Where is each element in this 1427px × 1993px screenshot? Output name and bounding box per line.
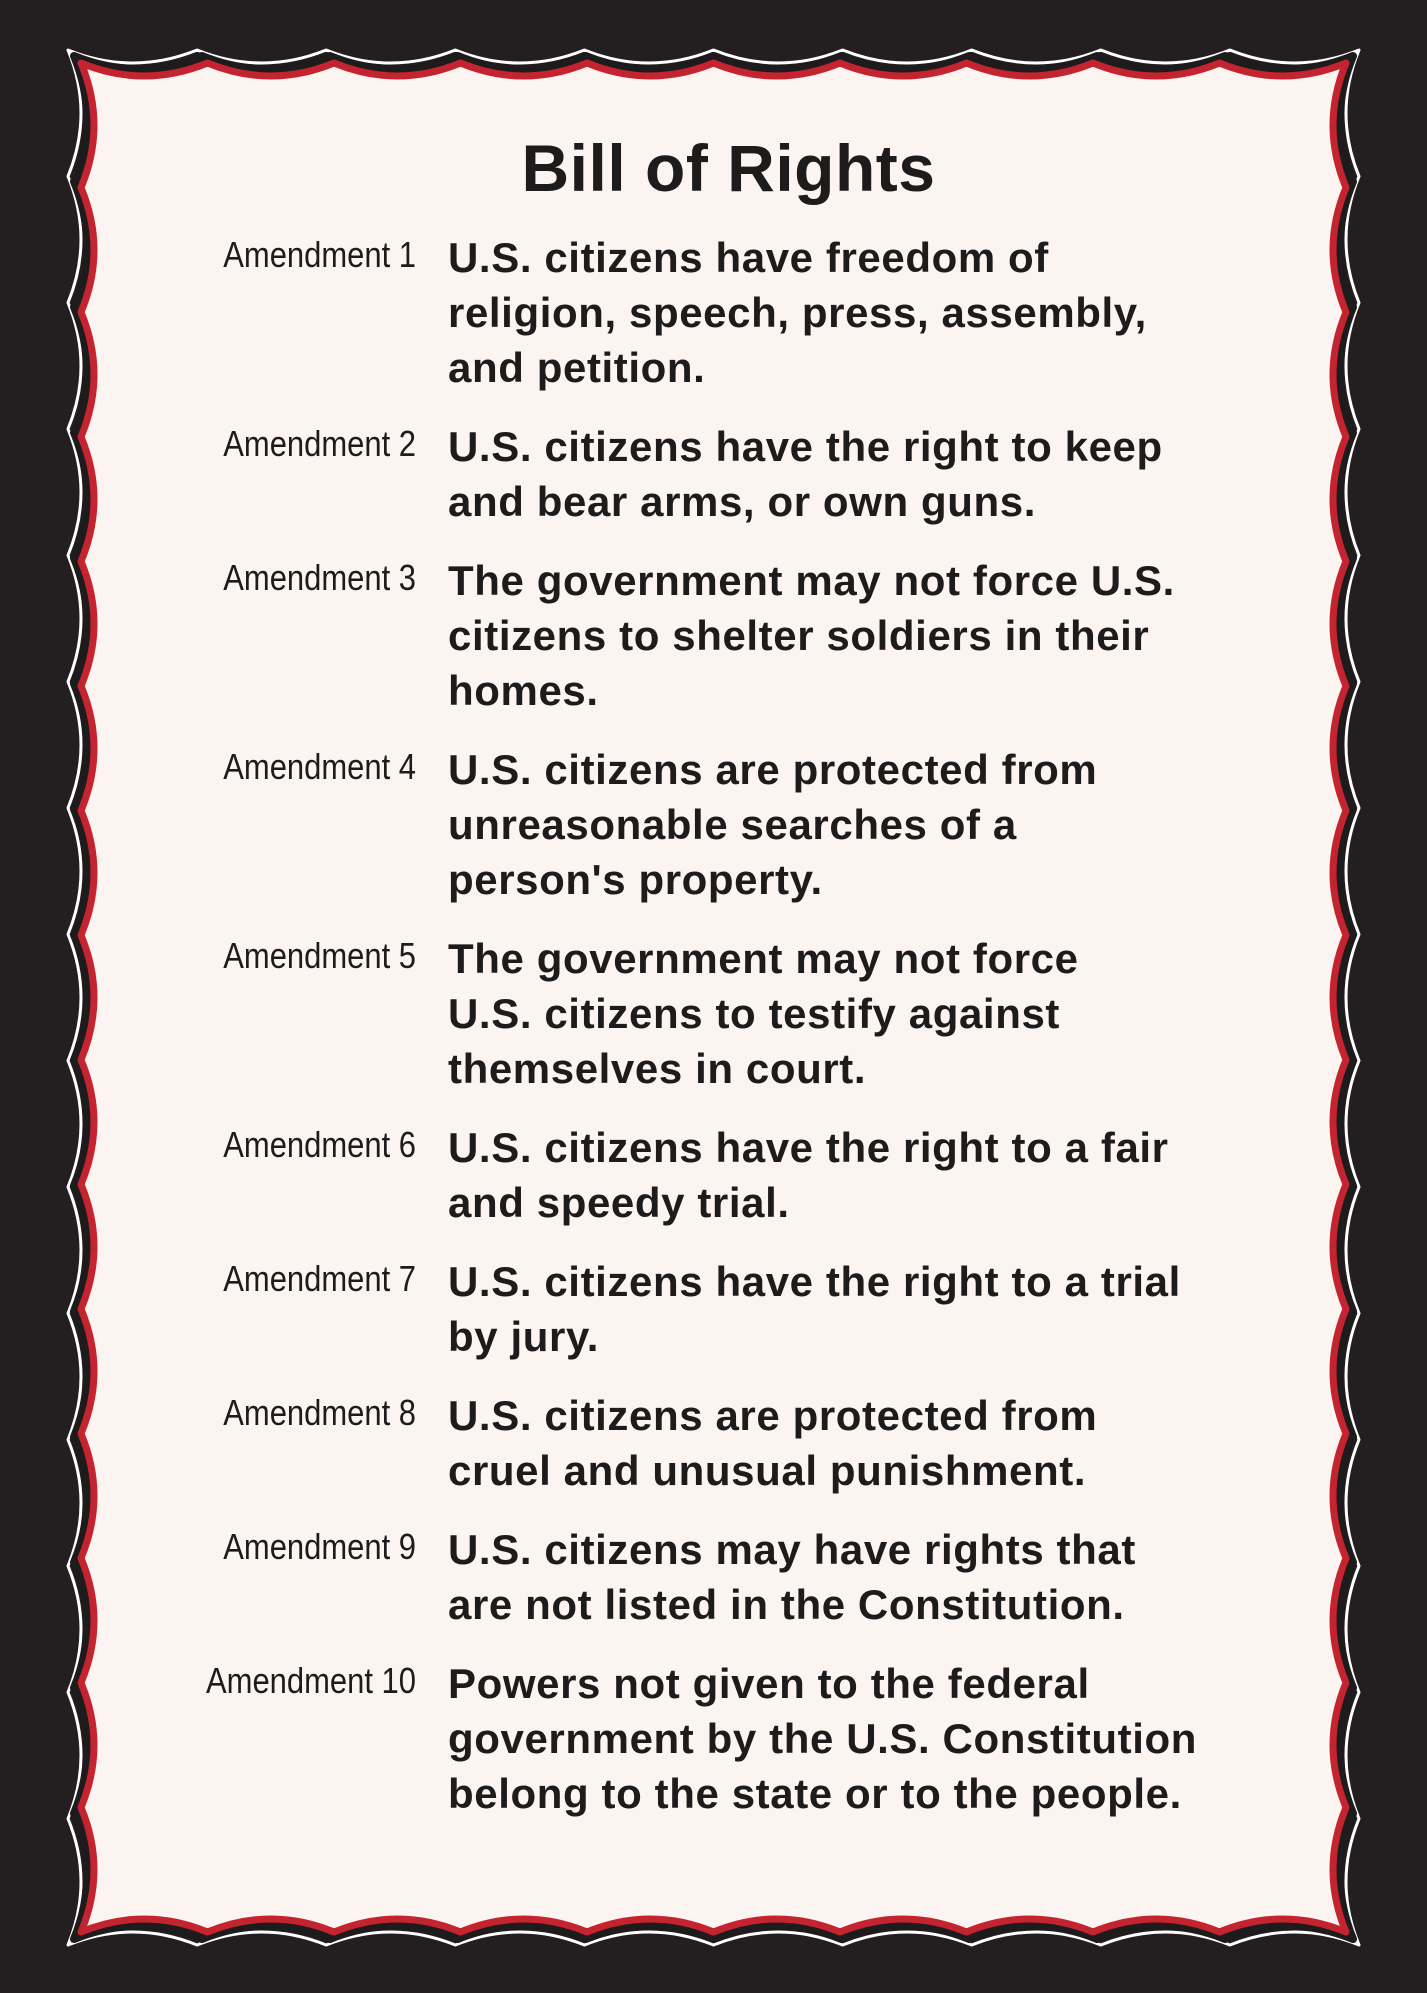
- amendment-row: [80, 1254, 1347, 1364]
- amendment-row: [80, 1656, 1347, 1821]
- amendment-text-line: religion, speech, press, assembly,: [448, 289, 1147, 336]
- amendment-text-line: Powers not given to the federal: [448, 1660, 1090, 1707]
- amendment-text-line: government by the U.S. Constitution: [448, 1715, 1198, 1762]
- amendment-text-line: U.S. citizens have freedom of: [448, 234, 1049, 281]
- amendment-text-line: belong to the state or to the people.: [448, 1770, 1182, 1817]
- amendment-text: [448, 1254, 1278, 1364]
- poster-content: [80, 60, 1347, 1930]
- amendment-text-line: homes.: [448, 667, 599, 714]
- amendment-row: [80, 419, 1347, 529]
- amendment-text: [448, 1656, 1278, 1821]
- amendment-text-line: U.S. citizens may have rights that: [448, 1526, 1136, 1573]
- amendment-row: [80, 553, 1347, 718]
- amendment-label: Amendment 4: [223, 746, 416, 787]
- amendment-label: Amendment 2: [223, 423, 416, 464]
- amendment-text-line: U.S. citizens have the right to a fair: [448, 1124, 1169, 1171]
- amendment-label: Amendment 1: [223, 234, 416, 275]
- amendment-row: [80, 230, 1347, 395]
- amendment-list: [80, 230, 1347, 1821]
- amendment-text-line: and petition.: [448, 344, 706, 391]
- amendment-text-line: cruel and unusual punishment.: [448, 1447, 1087, 1494]
- amendment-row: [80, 1522, 1347, 1632]
- amendment-text-line: person's property.: [448, 856, 823, 903]
- amendment-text: [448, 1388, 1278, 1498]
- amendment-text-line: unreasonable searches of a: [448, 801, 1017, 848]
- amendment-text: [448, 1522, 1278, 1632]
- amendment-text-line: and speedy trial.: [448, 1179, 790, 1226]
- amendment-text-line: U.S. citizens are protected from: [448, 1392, 1098, 1439]
- amendment-row: [80, 931, 1347, 1096]
- amendment-text-line: The government may not force: [448, 935, 1079, 982]
- amendment-text-line: are not listed in the Constitution.: [448, 1581, 1125, 1628]
- amendment-text-line: and bear arms, or own guns.: [448, 478, 1036, 525]
- amendment-text: [448, 1120, 1278, 1230]
- amendment-text: [448, 742, 1278, 907]
- amendment-text: [448, 553, 1278, 718]
- amendment-text-line: U.S. citizens have the right to a trial: [448, 1258, 1181, 1305]
- amendment-row: [80, 1120, 1347, 1230]
- amendment-text-line: U.S. citizens to testify against: [448, 990, 1060, 1037]
- amendment-row: [80, 1388, 1347, 1498]
- amendment-text-line: by jury.: [448, 1313, 600, 1360]
- document-title: Bill of Rights: [521, 131, 936, 205]
- amendment-text-line: U.S. citizens have the right to keep: [448, 423, 1163, 470]
- amendment-label: Amendment 3: [223, 557, 416, 598]
- amendment-text: [448, 931, 1278, 1096]
- amendment-label: Amendment 10: [206, 1660, 416, 1701]
- amendment-text-line: The government may not force U.S.: [448, 557, 1175, 604]
- amendment-text: [448, 230, 1278, 395]
- amendment-text-line: U.S. citizens are protected from: [448, 746, 1098, 793]
- amendment-text-line: themselves in court.: [448, 1045, 867, 1092]
- amendment-label: Amendment 8: [223, 1392, 416, 1433]
- amendment-label: Amendment 9: [223, 1526, 416, 1567]
- amendment-text: [448, 419, 1278, 529]
- amendment-label: Amendment 6: [223, 1124, 416, 1165]
- amendment-label: Amendment 7: [223, 1258, 416, 1299]
- amendment-label: Amendment 5: [223, 935, 416, 976]
- amendment-row: [80, 742, 1347, 907]
- amendment-text-line: citizens to shelter soldiers in their: [448, 612, 1150, 659]
